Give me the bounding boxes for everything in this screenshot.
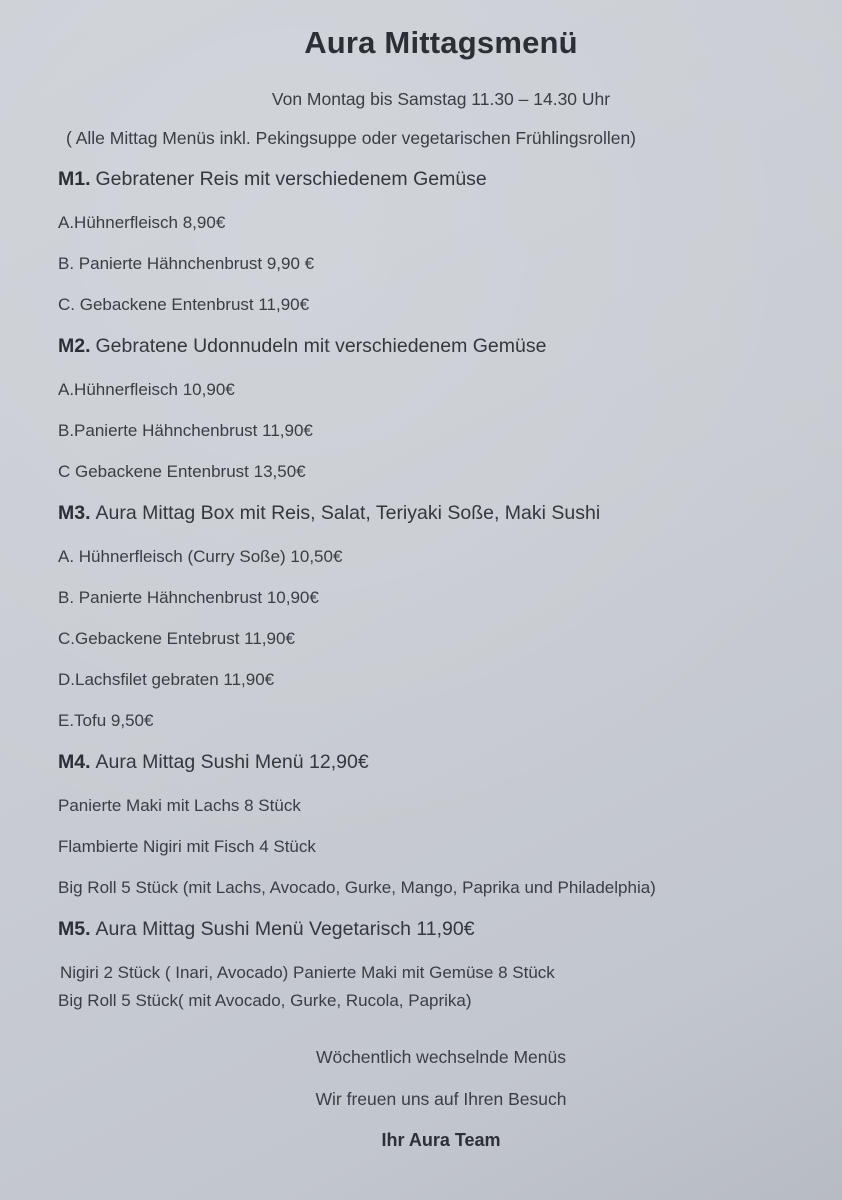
section-heading — [58, 166, 824, 193]
menu-item: Big Roll 5 Stück( mit Avocado, Gurke, Rucola, Paprika) — [58, 991, 472, 1010]
menu-item: Big Roll 5 Stück (mit Lachs, Avocado, Gurke, Mango, Paprika und Philadelphia) — [58, 878, 656, 897]
opening-hours: Von Montag bis Samstag 11.30 – 14.30 Uhr — [271, 89, 611, 109]
inclusion-note: ( Alle Mittag Menüs inkl. Pekingsuppe oder vegetarischen Frühlingsrollen) — [66, 128, 637, 148]
menu-item: D.Lachsfilet gebraten 11,90€ — [58, 670, 275, 689]
menu-item: A. Hühnerfleisch (Curry Soße) 10,50€ — [58, 547, 343, 566]
footer-signature: Ihr Aura Team — [381, 1130, 501, 1150]
menu-section-m2 — [58, 333, 824, 483]
footer-note-weekly: Wöchentlich wechselnde Menüs — [316, 1047, 566, 1067]
page-title: Aura Mittagsmenü — [304, 25, 578, 60]
menu-item: C. Gebackene Entenbrust 11,90€ — [58, 295, 310, 314]
menu-section-m5 — [58, 916, 824, 1012]
menu-item: B. Panierte Hähnchenbrust 10,90€ — [58, 588, 319, 607]
footer-note-visit: Wir freuen uns auf Ihren Besuch — [315, 1089, 567, 1109]
menu-item: E.Tofu 9,50€ — [58, 711, 154, 730]
section-heading — [58, 333, 824, 360]
menu-section-m4 — [58, 749, 824, 899]
section-code: M5. — [58, 918, 91, 940]
section-code: M3. — [58, 502, 91, 524]
menu-item: Nigiri 2 Stück ( Inari, Avocado) Panierte Maki mit Gemüse 8 Stück — [60, 963, 555, 982]
section-title: Gebratener Reis mit verschiedenem Gemüse — [95, 168, 487, 190]
menu-item: B. Panierte Hähnchenbrust 9,90 € — [58, 254, 315, 273]
section-title: Gebratene Udonnudeln mit verschiedenem Gemüse — [95, 335, 547, 357]
menu-item: A.Hühnerfleisch 10,90€ — [58, 380, 235, 399]
section-heading — [58, 500, 824, 527]
section-code: M2. — [58, 335, 91, 357]
menu-item: Panierte Maki mit Lachs 8 Stück — [58, 796, 301, 815]
section-title: Aura Mittag Box mit Reis, Salat, Teriyaki Soße, Maki Sushi — [95, 502, 601, 524]
section-heading — [58, 749, 824, 776]
section-title: Aura Mittag Sushi Menü Vegetarisch 11,90€ — [95, 918, 475, 940]
menu-item: Flambierte Nigiri mit Fisch 4 Stück — [58, 837, 316, 856]
menu-item: C Gebackene Entenbrust 13,50€ — [58, 462, 306, 481]
section-heading — [58, 916, 824, 943]
menu-item: A.Hühnerfleisch 8,90€ — [58, 213, 226, 232]
menu-item: C.Gebackene Entebrust 11,90€ — [58, 629, 295, 648]
menu-section-m1 — [58, 166, 824, 316]
section-code: M1. — [58, 168, 91, 190]
menu-item: B.Panierte Hähnchenbrust 11,90€ — [58, 421, 313, 440]
section-code: M4. — [58, 751, 91, 773]
section-title: Aura Mittag Sushi Menü 12,90€ — [95, 751, 369, 773]
menu-section-m3 — [58, 500, 824, 732]
